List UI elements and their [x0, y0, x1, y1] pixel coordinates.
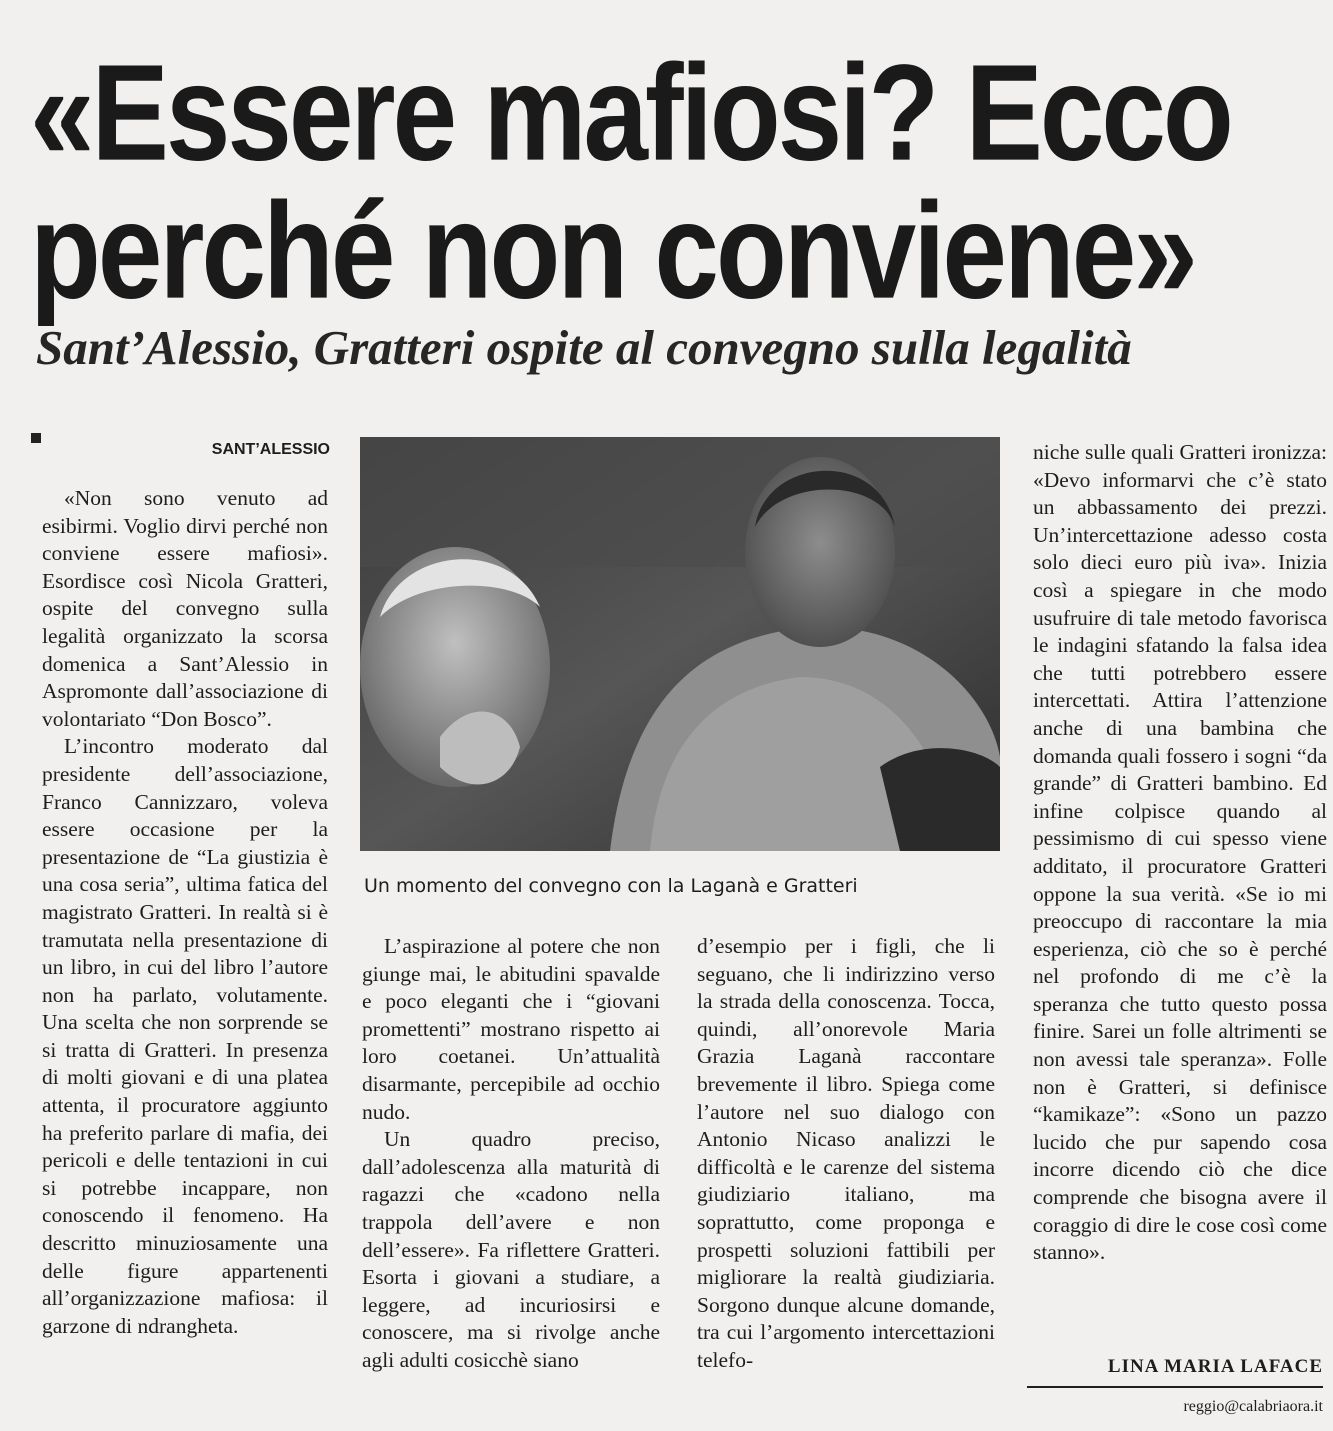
article-column-3	[697, 933, 995, 1375]
paragraph: L’aspirazione al potere che non giunge mai, le abitudini spavalde e poco eleganti che i “giovani promettenti” mostrano rispetto ai loro coetanei. Un’attualità disarmante, percepibile ad occhio nudo.	[362, 934, 660, 1124]
paragraph: Un quadro preciso, dall’adolescenza alla maturità di ragazzi che «cadono nella trappola dell’avere e non dell’essere». Fa riflettere Gratteri. Esorta i giovani a studiare, a leggere, ad incuriosirsi e conoscere, ma si rivolge anche agli adulti cosicchè siano	[362, 1127, 660, 1372]
paragraph: niche sulle quali Gratteri ironizza: «Devo informarvi che c’è stato un abbassamento dei prezzi. Un’intercettazione adesso costa solo dieci euro più iva». Inizia così a spiegare in che modo usufruire di tale metodo favorisca le indagini sfatando la falsa idea che tutti potrebbero essere intercettati. Attira l’attenzione anche di una bambina che domanda quali fossero i sogni “da grande” di Gratteri bambino. Ed infine colpisce quando al pessimismo di cui spesso viene additato, il procuratore Gratteri oppone la sua verità. «Se io mi preoccupo di raccontare la mia esperienza, ciò che so è perché nel profondo di me c’è la speranza che tutto questo possa finire. Sarei un folle altrimenti se non avessi tale speranza». Folle non è Gratteri, si definisce “kamikaze”: «Sono un pazzo lucido che pur sapendo cosa incorre dicendo ciò che dice comprende che bisogna avere il coraggio di dire le cose così come stanno».	[1033, 440, 1327, 1265]
headline-line-2: perché non conviene»	[30, 173, 1195, 328]
paragraph: d’esempio per i figli, che li seguano, che li indirizzino verso la strada della conoscenza. Tocca, quindi, all’onorevole Maria Grazia Laganà raccontare brevemente il libro. Spiega come l’autore nel suo dialogo con Antonio Nicaso analizzi le difficoltà e le carenze del sistema giudiziario italiano, ma soprattutto, come proponga e prospetti soluzioni fattibili per migliorare la realtà giudiziaria. Sorgono dunque alcune domande, tra cui l’argomento intercettazioni telefo-	[697, 934, 995, 1372]
paragraph: L’incontro moderato dal presidente dell’associazione, Franco Cannizzaro, voleva essere occasione per la presentazione de “La giustizia è una cosa seria”, ultima fatica del magistrato Gratteri. In realtà si è tramutata nella presentazione di un libro, in cui del libro l’autore non ha parlato, volutamente. Una scelta che non sorprende se si tratta di Gratteri. In presenza di molti giovani e di una platea attenta, il procuratore aggiunto ha preferito parlare di mafia, dei pericoli e delle tentazioni in cui si potrebbe incappare, non conoscendo il fenomeno. Ha descritto minuziosamente una delle figure appartenenti all’organizzazione mafiosa: il garzone di ndrangheta.	[42, 734, 328, 1338]
article-column-1	[42, 485, 328, 1340]
article-photo	[360, 437, 1000, 851]
subheadline: Sant’Alessio, Gratteri ospite al convegno sulla legalità	[36, 320, 1132, 375]
location-kicker: SANT’ALESSIO	[211, 441, 330, 458]
contact-email: reggio@calabriaora.it	[1183, 1398, 1323, 1415]
byline-rule	[1027, 1386, 1323, 1388]
article-column-2	[362, 933, 660, 1375]
paragraph: «Non sono venuto ad esibirmi. Voglio dirvi perché non conviene essere mafiosi». Esordisce così Nicola Gratteri, ospite del convegno sulla legalità organizzato la scorsa domenica a Sant’Alessio in Aspromonte dall’associazione di volontariato “Don Bosco”.	[42, 486, 328, 731]
photo-caption: Un momento del convegno con la Laganà e Gratteri	[364, 875, 858, 897]
author-byline: LINA MARIA LAFACE	[1107, 1356, 1323, 1377]
headline-line-1: «Essere mafiosi? Ecco	[30, 35, 1231, 190]
article-column-4	[1033, 439, 1327, 1267]
section-bullet	[31, 433, 41, 443]
